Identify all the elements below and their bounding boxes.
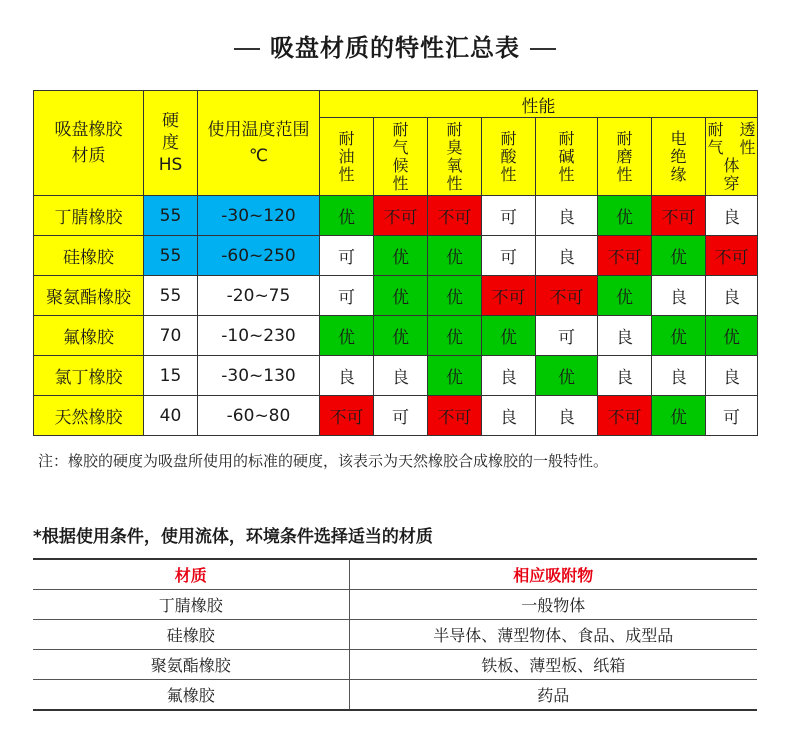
title-text: 吸盘材质的特性汇总表 xyxy=(270,34,520,62)
rating-cell: 不可 xyxy=(428,196,482,236)
page-title xyxy=(0,28,790,63)
temperature-cell: -20~75 xyxy=(198,276,320,316)
header-property-3: 耐 酸 性 xyxy=(482,118,536,196)
rating-cell: 良 xyxy=(652,276,706,316)
sub-material-cell: 丁腈橡胶 xyxy=(33,590,349,620)
sub-object-cell: 药品 xyxy=(349,680,757,711)
temperature-cell: -30~130 xyxy=(198,356,320,396)
rating-cell: 优 xyxy=(482,316,536,356)
hardness-cell: 15 xyxy=(144,356,198,396)
rating-cell: 优 xyxy=(536,356,598,396)
rating-cell: 可 xyxy=(482,236,536,276)
header-hardness: 硬 度 HS xyxy=(144,91,198,196)
sub-object-cell: 铁板、薄型板、纸箱 xyxy=(349,650,757,680)
rating-cell: 不可 xyxy=(482,276,536,316)
header-property-1: 耐 气 候 性 xyxy=(374,118,428,196)
sub-material-cell: 氟橡胶 xyxy=(33,680,349,711)
rating-cell: 可 xyxy=(706,396,758,436)
sub-material-cell: 聚氨酯橡胶 xyxy=(33,650,349,680)
rating-cell: 优 xyxy=(374,276,428,316)
header-temperature: 使用温度范围 ℃ xyxy=(198,91,320,196)
rating-cell: 优 xyxy=(374,316,428,356)
header-property-2: 耐 臭 氧 性 xyxy=(428,118,482,196)
rating-cell: 优 xyxy=(428,236,482,276)
rating-cell: 优 xyxy=(598,276,652,316)
rating-cell: 优 xyxy=(374,236,428,276)
rating-cell: 不可 xyxy=(320,396,374,436)
header-property-0: 耐 油 性 xyxy=(320,118,374,196)
application-table xyxy=(33,558,757,711)
sub-object-cell: 一般物体 xyxy=(349,590,757,620)
table-row xyxy=(34,356,758,396)
hardness-cell: 55 xyxy=(144,196,198,236)
rating-cell: 优 xyxy=(428,316,482,356)
table-row xyxy=(34,316,758,356)
temperature-cell: -30~120 xyxy=(198,196,320,236)
material-name-cell: 硅橡胶 xyxy=(34,236,144,276)
rating-cell: 良 xyxy=(536,196,598,236)
rating-cell: 良 xyxy=(320,356,374,396)
rating-cell: 良 xyxy=(706,276,758,316)
material-name-cell: 天然橡胶 xyxy=(34,396,144,436)
temperature-cell: -60~80 xyxy=(198,396,320,436)
rating-cell: 优 xyxy=(652,396,706,436)
sub-table-row xyxy=(33,590,757,620)
rating-cell: 可 xyxy=(482,196,536,236)
rating-cell: 良 xyxy=(706,356,758,396)
sub-table-header-cell: 相应吸附物 xyxy=(349,559,757,590)
material-name-cell: 聚氨酯橡胶 xyxy=(34,276,144,316)
sub-material-cell: 硅橡胶 xyxy=(33,620,349,650)
properties-table xyxy=(33,90,758,436)
table-row xyxy=(34,236,758,276)
hardness-cell: 55 xyxy=(144,236,198,276)
rating-cell: 不可 xyxy=(374,196,428,236)
material-name-cell: 氟橡胶 xyxy=(34,316,144,356)
rating-cell: 可 xyxy=(320,276,374,316)
rating-cell: 可 xyxy=(536,316,598,356)
table-row xyxy=(34,396,758,436)
material-name-cell: 丁腈橡胶 xyxy=(34,196,144,236)
rating-cell: 优 xyxy=(652,236,706,276)
hardness-cell: 55 xyxy=(144,276,198,316)
material-name-cell: 氯丁橡胶 xyxy=(34,356,144,396)
header-property-6: 电 绝 缘 xyxy=(652,118,706,196)
rating-cell: 良 xyxy=(374,356,428,396)
header-property-7: 耐 透 气 性 体 穿 xyxy=(706,118,758,196)
rating-cell: 良 xyxy=(482,396,536,436)
rating-cell: 优 xyxy=(652,316,706,356)
rating-cell: 不可 xyxy=(652,196,706,236)
rating-cell: 不可 xyxy=(536,276,598,316)
rating-cell: 可 xyxy=(320,236,374,276)
hardness-cell: 40 xyxy=(144,396,198,436)
rating-cell: 优 xyxy=(706,316,758,356)
temperature-cell: -10~230 xyxy=(198,316,320,356)
rating-cell: 优 xyxy=(428,276,482,316)
temperature-cell: -60~250 xyxy=(198,236,320,276)
table-row xyxy=(34,276,758,316)
sub-table-row xyxy=(33,680,757,711)
rating-cell: 优 xyxy=(320,196,374,236)
rating-cell: 不可 xyxy=(598,236,652,276)
header-property-5: 耐 磨 性 xyxy=(598,118,652,196)
rating-cell: 良 xyxy=(706,196,758,236)
section-subtitle: *根据使用条件，使用流体，环境条件选择适当的材质 xyxy=(33,527,433,547)
hardness-cell: 70 xyxy=(144,316,198,356)
rating-cell: 优 xyxy=(428,356,482,396)
rating-cell: 优 xyxy=(598,196,652,236)
rating-cell: 不可 xyxy=(428,396,482,436)
table-row xyxy=(34,196,758,236)
sub-object-cell: 半导体、薄型物体、食品、成型品 xyxy=(349,620,757,650)
rating-cell: 良 xyxy=(536,236,598,276)
rating-cell: 优 xyxy=(320,316,374,356)
header-property-4: 耐 碱 性 xyxy=(536,118,598,196)
title-dash-right xyxy=(530,48,556,50)
sub-table-header-cell: 材质 xyxy=(33,559,349,590)
rating-cell: 良 xyxy=(598,356,652,396)
header-properties: 性能 xyxy=(320,91,758,118)
header-material: 吸盘橡胶 材质 xyxy=(34,91,144,196)
rating-cell: 可 xyxy=(374,396,428,436)
rating-cell: 良 xyxy=(652,356,706,396)
rating-cell: 良 xyxy=(482,356,536,396)
title-dash-left xyxy=(234,48,260,50)
rating-cell: 良 xyxy=(598,316,652,356)
sub-table-row xyxy=(33,650,757,680)
rating-cell: 不可 xyxy=(706,236,758,276)
rating-cell: 良 xyxy=(536,396,598,436)
sub-table-row xyxy=(33,620,757,650)
sub-table-header-row xyxy=(33,559,757,590)
table-note: 注：橡胶的硬度为吸盘所使用的标准的硬度，该表示为天然橡胶合成橡胶的一般特性。 xyxy=(38,452,609,470)
rating-cell: 不可 xyxy=(598,396,652,436)
